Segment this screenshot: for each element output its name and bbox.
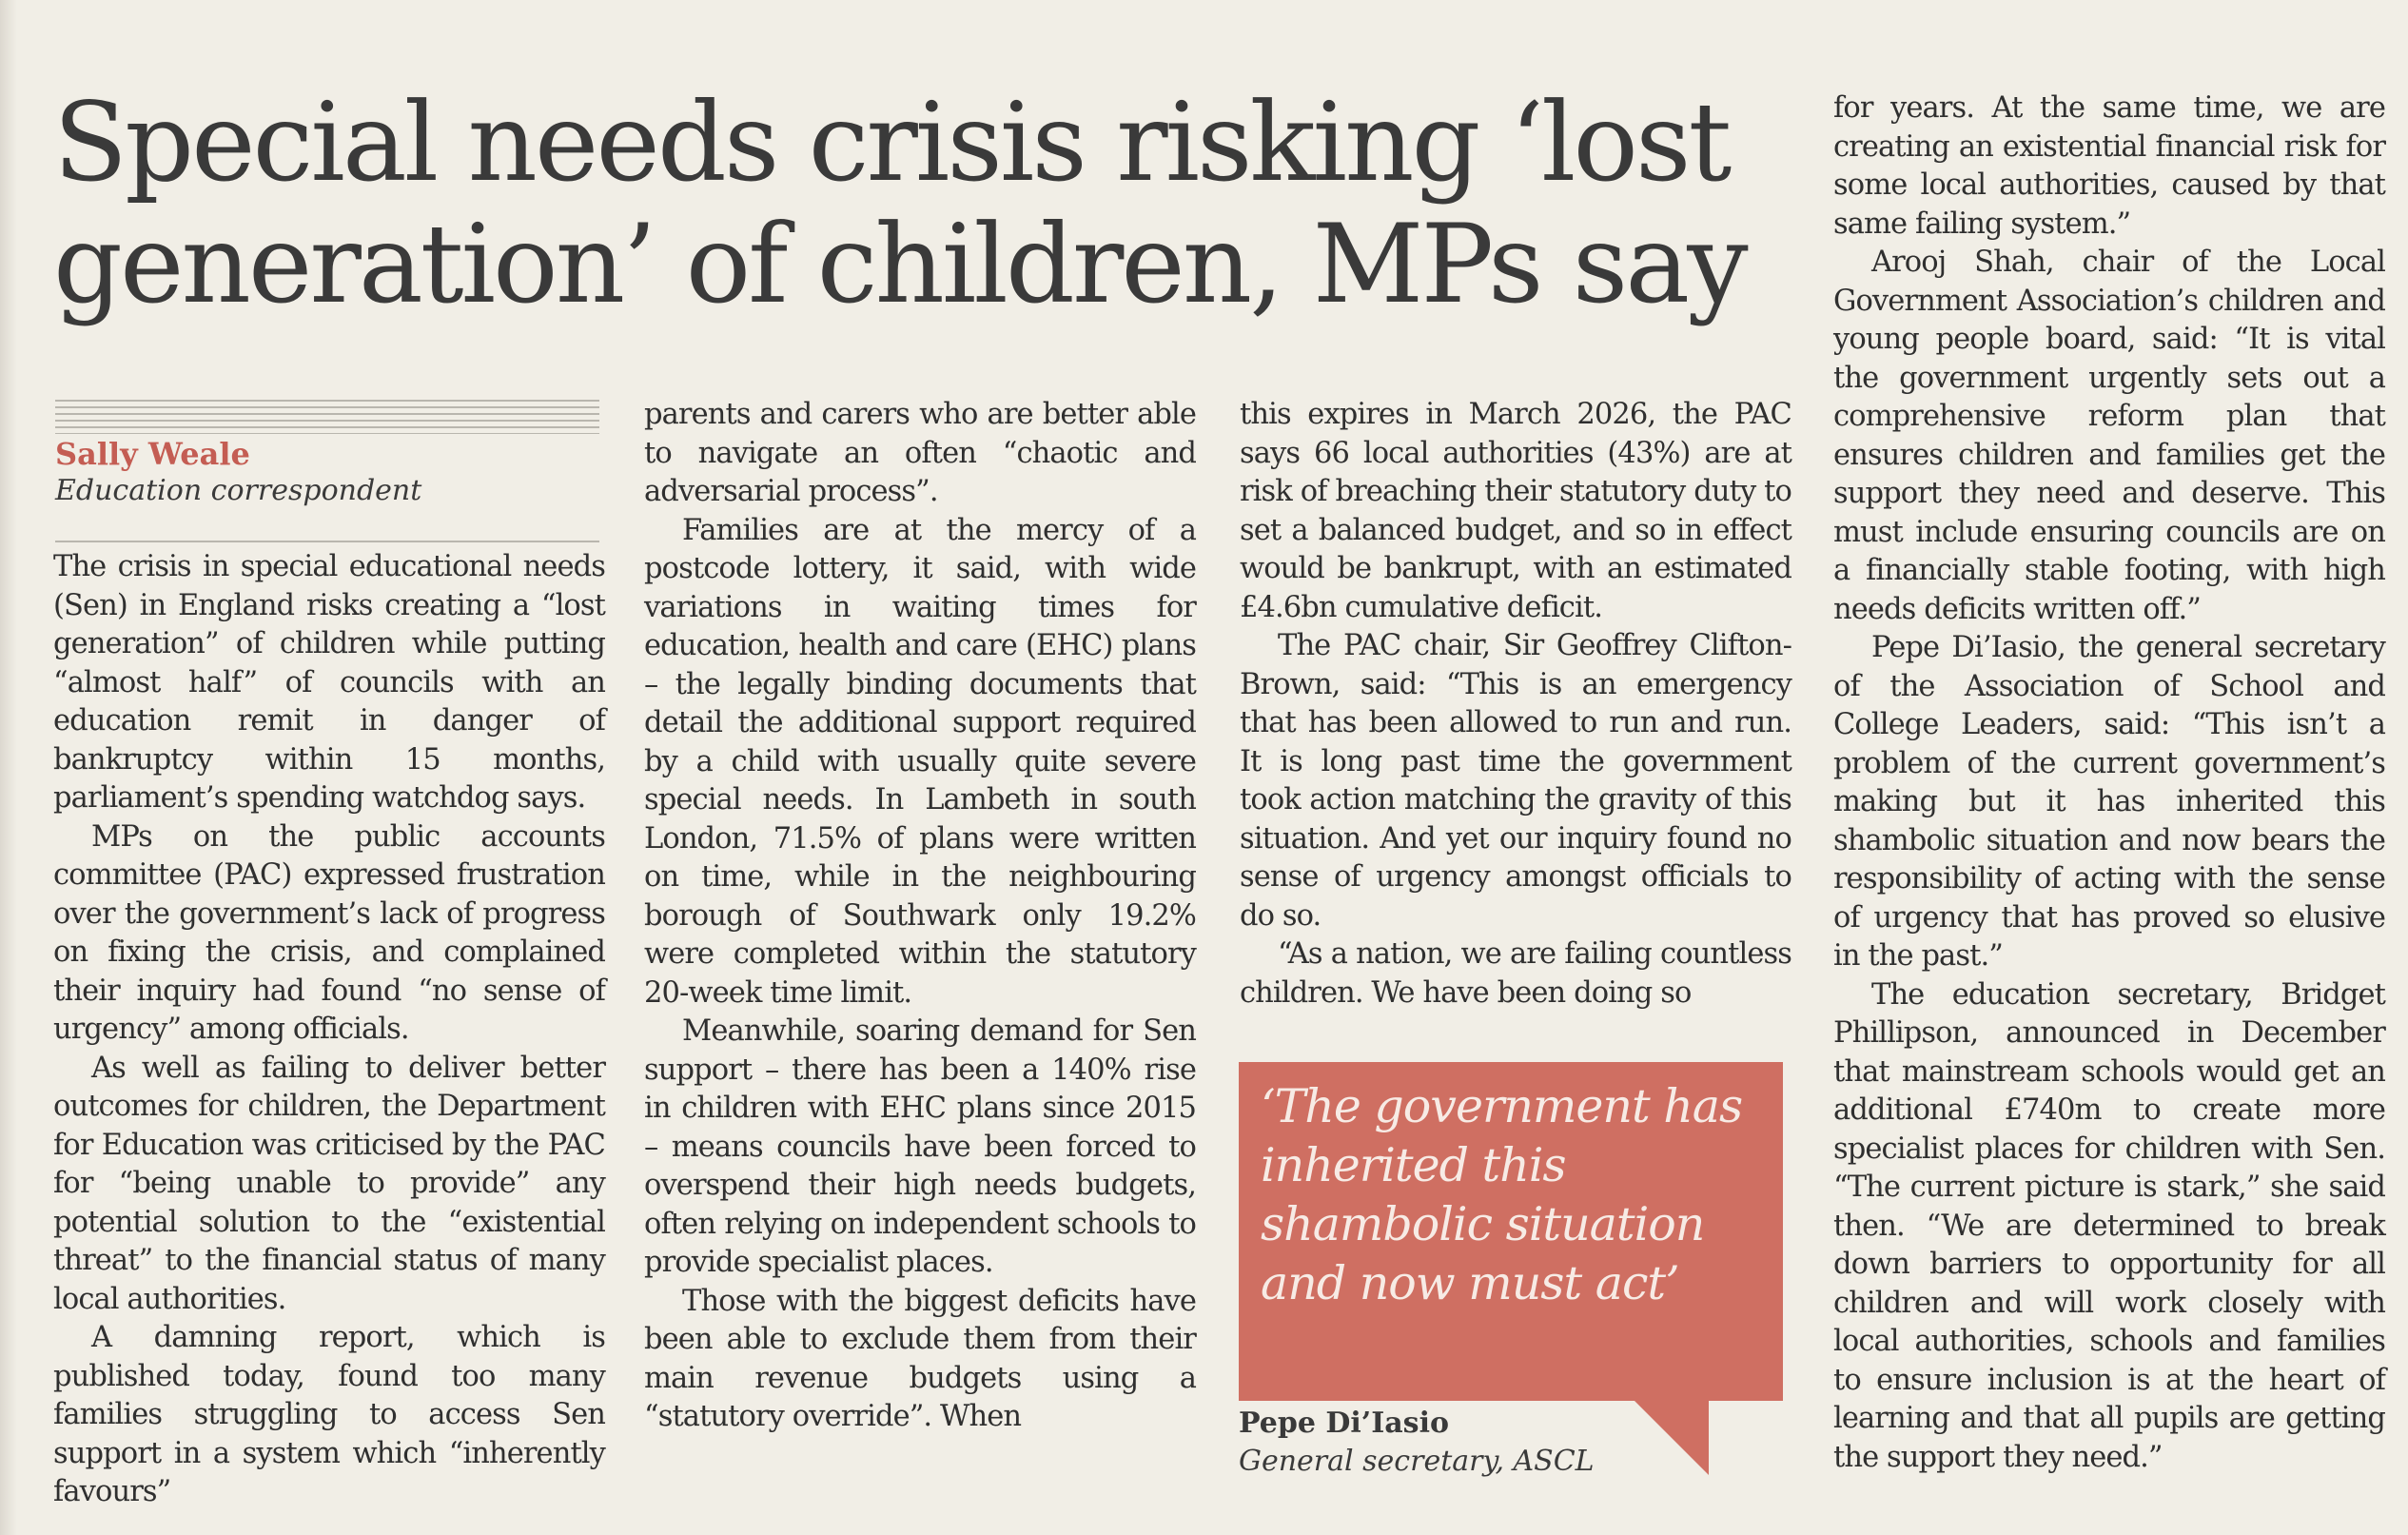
byline-role: Education correspondent xyxy=(55,474,422,507)
paragraph: Meanwhile, soaring demand for Sen support – there has been a 140% rise in children with EHC plans since 2015 – means councils have been forced to overspend their high needs budgets, often relying on independent schools to provide specialist places. xyxy=(644,1014,1196,1279)
byline-divider xyxy=(55,541,599,542)
paragraph: The education secretary, Bridget Phillipson, announced in December that mainstream schools would get an additional £740m to create more specialist places for children with Sen. “The current picture is stark,” she said then. “We are determined to break down barriers to opportunity for all children and will work closely with local authorities, schools and families to ensure inclusion is at the heart of learning and that all pupils are getting the support they need.” xyxy=(1833,977,2385,1474)
paragraph: MPs on the public accounts committee (PAC) expressed frustration over the government’s lack of progress on fixing the crisis, and complained their inquiry had found “no sense of urgency” among officials. xyxy=(53,819,605,1046)
paragraph: A damning report, which is published today, found too many families struggling to access Sen support in a system which “inherently favours” xyxy=(53,1321,605,1508)
paragraph: Families are at the mercy of a postcode lottery, it said, with wide variations in waiting times for education, health and care (EHC) plans – the legally binding documents that detail the additional support required by a child with usually quite severe special needs. In Lambeth in south London, 71.5% of plans were written on time, while in the neighbouring borough of Southwark only 19.2% were completed within the statutory 20-week time limit. xyxy=(644,513,1196,1010)
byline-name: Sally Weale xyxy=(55,436,250,472)
paragraph: As well as failing to deliver better outcomes for children, the Department for Education was criticised by the PAC for “being unable to provide” any potential solution to the “existential threat” to the financial status of many local authorities. xyxy=(53,1051,605,1316)
pullquote-attribution-name: Pepe Di’Iasio xyxy=(1239,1407,1449,1440)
paragraph: Those with the biggest deficits have been able to exclude them from their main revenue budgets using a “statutory override”. When xyxy=(644,1284,1196,1433)
pullquote-text: ‘The government has inherited this shambolic situation and now must act’ xyxy=(1261,1079,1743,1310)
article-column-4 xyxy=(1833,89,2385,1477)
paragraph: Pepe Di’Iasio, the general secretary of the Association of School and College Leaders, said: “This isn’t a problem of the current government’s making but it has inherited this shambolic situation and now bears the responsibility of acting with the sense of urgency that has proved so elusive in the past.” xyxy=(1833,631,2385,973)
pullquote-attribution-role: General secretary, ASCL xyxy=(1239,1445,1595,1478)
paragraph: for years. At the same time, we are creating an existential financial risk for some local authorities, caused by that same failing system.” xyxy=(1833,91,2385,241)
paragraph: Arooj Shah, chair of the Local Government Association’s children and young people board, said: “It is vital the government urgently sets out a comprehensive reform plan that ensures children and families get the support they need and deserve. This must include ensuring councils are on a financially stable footing, with high needs deficits written off.” xyxy=(1833,246,2385,626)
headline: Special needs crisis risking ‘lost generation’ of children, MPs say xyxy=(53,79,1746,327)
pullquote-speech-tail xyxy=(1633,1399,1709,1475)
byline-rules xyxy=(55,400,599,434)
article-column-2 xyxy=(644,396,1196,1437)
paragraph: “As a nation, we are failing countless children. We have been doing so xyxy=(1240,937,1791,1010)
paragraph: this expires in March 2026, the PAC says 66 local authorities (43%) are at risk of breaching their statutory duty to set a balanced budget, and so in effect would be bankrupt, with an estimated £4.6bn cumulative deficit. xyxy=(1240,398,1791,624)
paragraph: The PAC chair, Sir Geoffrey Clifton-Brown, said: “This is an emergency that has been allowed to run and run. It is long past time the government took action matching the gravity of this situation. And yet our inquiry found no sense of urgency amongst officials to do so. xyxy=(1240,629,1791,933)
paragraph: The crisis in special educational needs (Sen) in England risks creating a “lost generation” of children while putting “almost half” of councils with an education remit in danger of bankruptcy within 15 months, parliament’s spending watchdog says. xyxy=(53,550,605,815)
article-column-3 xyxy=(1240,396,1791,1013)
paragraph: parents and carers who are better able to navigate an often “chaotic and adversarial process”. xyxy=(644,398,1196,508)
page-edge-shadow xyxy=(0,0,17,1535)
article-column-1 xyxy=(53,548,605,1512)
